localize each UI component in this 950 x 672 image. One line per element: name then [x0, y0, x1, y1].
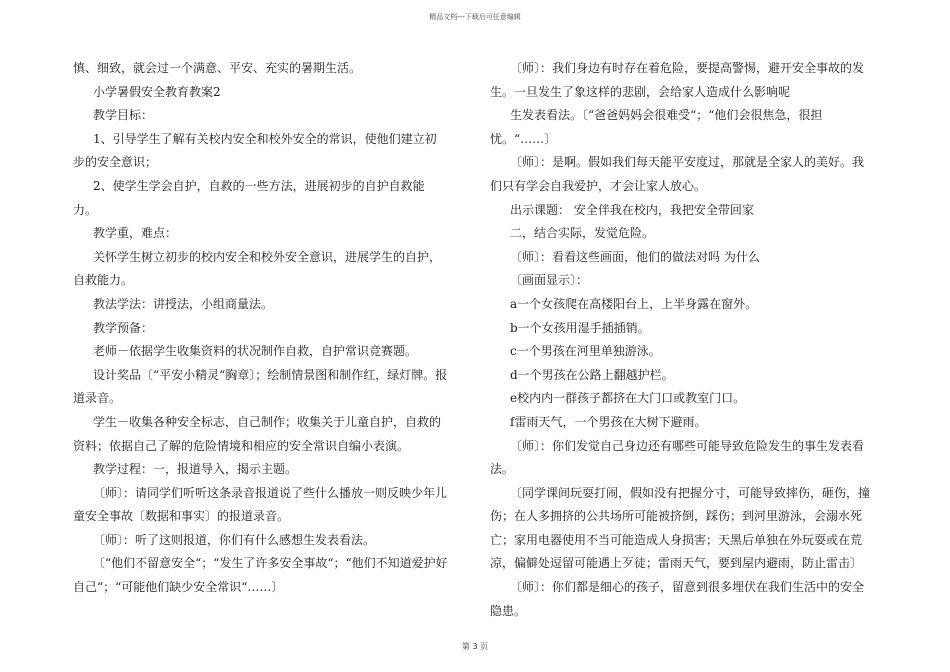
- paragraph: 教学目标：: [93, 108, 154, 123]
- paragraph: d一个男孩在公路上翻越护栏。: [510, 367, 674, 382]
- paragraph: 关怀学生树立初步的校内安全和校外安全意识，进展学生的自护，自救能力。: [73, 249, 442, 288]
- paragraph: a一个女孩爬在高楼阳台上，上半身露在窗外。: [510, 296, 758, 311]
- paragraph: 教法学法：讲授法，小组商量法。: [93, 296, 274, 311]
- paragraph: f雷雨天气，一个男孩在大树下避雨。: [510, 414, 707, 429]
- paragraph: 学生－收集各种安全标志，自己制作；收集关于儿童自护，自救的资料；依据自己了解的危险情境和相应的安全常识自编小表演。: [73, 414, 442, 453]
- paragraph: 生发表看法。〔“爸爸妈妈会很难受“；“他们会很焦急，很担忧。“……〕: [490, 108, 823, 146]
- page-header: 精品文档---下载后可任意编辑: [429, 13, 521, 21]
- paragraph: 出示课题： 安全伴我在校内，我把安全带回家: [510, 202, 754, 217]
- paragraph: 〔师〕：看看这些画面，他们的做法对吗 为什么: [510, 249, 760, 264]
- paragraph: 设计奖品〔“平安小精灵“胸章〕；绘制情景图和制作红，绿灯牌。报道录音。: [73, 367, 448, 406]
- paragraph: e校内内一群孩子都挤在大门口或教室门口。: [510, 391, 746, 406]
- paragraph: 小学暑假安全教育教案2: [93, 84, 221, 99]
- paragraph: b一个女孩用湿手插插销。: [510, 320, 650, 335]
- paragraph: 〔“他们不留意安全“；“发生了许多安全事故“；“他们不知道爱护好自己“；“可能他们缺少安全常识“……〕: [73, 556, 448, 595]
- right-column: [490, 57, 875, 623]
- left-column: [73, 57, 448, 600]
- paragraph: 老师－依据学生收集资料的状况制作自救，自护常识竞赛题。: [93, 344, 418, 359]
- paragraph: 教学过程：一，报道导入，揭示主题。: [93, 462, 298, 477]
- paragraph: 〔师〕：是啊。假如我们每天能平安度过，那就是全家人的美好。我们只有学会自我爱护，才会让家人放心。: [490, 155, 865, 193]
- page-number: 第 3 页: [461, 642, 489, 651]
- paragraph: 2、使学生学会自护，自救的一些方法，进展初步的自护自救能力。: [73, 178, 425, 217]
- paragraph: 〔师〕：我们身边有时存在着危险，要提高警惕，避开安全事故的发生。一旦发生了象这样的悲剧，会给家人造成什么影响呢: [490, 61, 865, 99]
- paragraph: 〔师〕：请同学们听听这条录音报道说了些什么播放一则反映少年儿童安全事故〔数据和事实〕的报道录音。: [73, 485, 448, 524]
- paragraph: 教学重，难点：: [93, 226, 178, 241]
- paragraph: 二，结合实际，发觉危险。: [510, 226, 655, 241]
- paragraph: 〔画面显示〕：: [510, 273, 589, 288]
- paragraph: 1、引导学生了解有关校内安全和校外安全的常识，使他们建立初步的安全意识；: [73, 131, 437, 170]
- paragraph: 〔师〕：你们发觉自己身边还有哪些可能导致危险发生的事生发表看法。: [490, 438, 865, 477]
- paragraph: 慎、细致，就会过一个满意、平安、充实的暑期生活。: [73, 61, 362, 75]
- paragraph: 〔师〕：你们都是细心的孩子，留意到很多埋伏在我们生活中的安全隐患。: [490, 580, 865, 618]
- paragraph: 〔同学课间玩耍打闹，假如没有把握分寸，可能导致摔伤，砸伤，撞伤；在人多拥挤的公共场所可能被挤倒，踩伤；到河里游泳，会溺水死亡；家用电器使用不当可能造成人身损害；天黑后单独在外玩耍或在荒凉，偏僻处逗留可能遇上歹徒；雷雨天气，要到屋内避雨，防止雷击〕: [490, 485, 871, 571]
- paragraph: c一个男孩在河里单独游泳。: [510, 344, 661, 359]
- paragraph: 教学预备：: [93, 320, 154, 335]
- paragraph: 〔师〕：听了这则报道，你们有什么感想生发表看法。: [93, 532, 376, 547]
